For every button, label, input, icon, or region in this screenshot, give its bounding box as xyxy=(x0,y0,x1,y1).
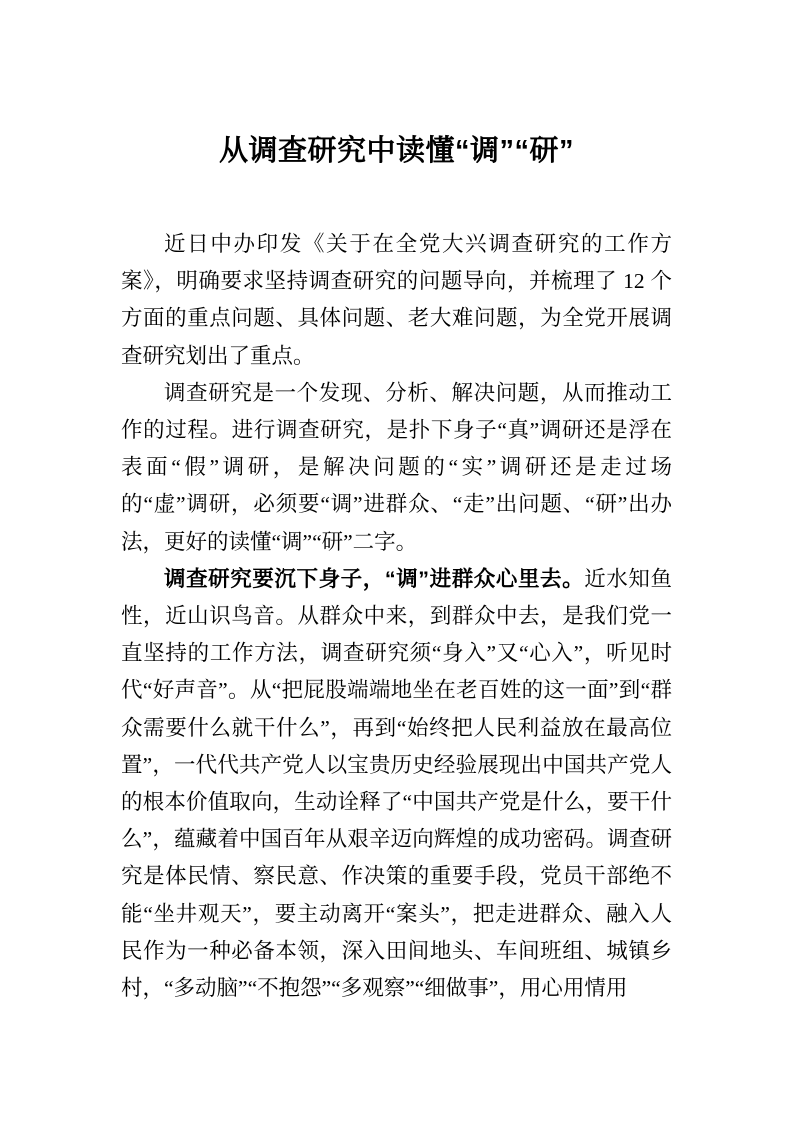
paragraph-lead-bold: 调查研究要沉下身子，“调”进群众心里去。 xyxy=(164,566,585,591)
paragraph-text: 调查研究是一个发现、分析、解决问题，从而推动工作的过程。进行调查研究，是扑下身子“真”调研还是浮在表面“假”调研，是解决问题的“实”调研还是走过场的“虚”调研，必须要“调”进群众、“走”出问题、“研”出办法，更好的读懂“调”“研”二字。 xyxy=(121,380,672,554)
paragraph-text: 近日中办印发《关于在全党大兴调查研究的工作方案》，明确要求坚持调查研究的问题导向，并梳理了 12 个方面的重点问题、具体问题、老大难问题，为全党开展调查研究划出了重点。 xyxy=(121,232,672,368)
document-title: 从调查研究中读懂“调”“研” xyxy=(218,135,574,167)
paragraph-text: 近水知鱼性，近山识鸟音。从群众中来，到群众中去，是我们党一直坚持的工作方法，调查研究须“身入”又“心入”，听见时代“好声音”。从“把屁股端端地坐在老百姓的这一面”到“群众需要什么就干什么”，再到“始终把人民利益放在最高位置”，一代代共产党人以宝贵历史经验展现出中国共产党人的根本价值取向，生动诠释了“中国共产党是什么，要干什么”，蕴藏着中国百年从艰辛迈向辉煌的成功密码。调查研究是体民情、察民意、作决策的重要手段，党员干部绝不能“坐井观天”，要主动离开“案头”，把走进群众、融入人民作为一种必备本领，深入田间地头、车间班组、城镇乡村，“多动脑”“不抱怨”“多观察”“细做事”，用心用情用 xyxy=(121,566,672,1001)
paragraph xyxy=(121,375,672,561)
paragraph xyxy=(121,561,672,1007)
document-body xyxy=(121,226,672,1007)
paragraph xyxy=(121,226,672,375)
